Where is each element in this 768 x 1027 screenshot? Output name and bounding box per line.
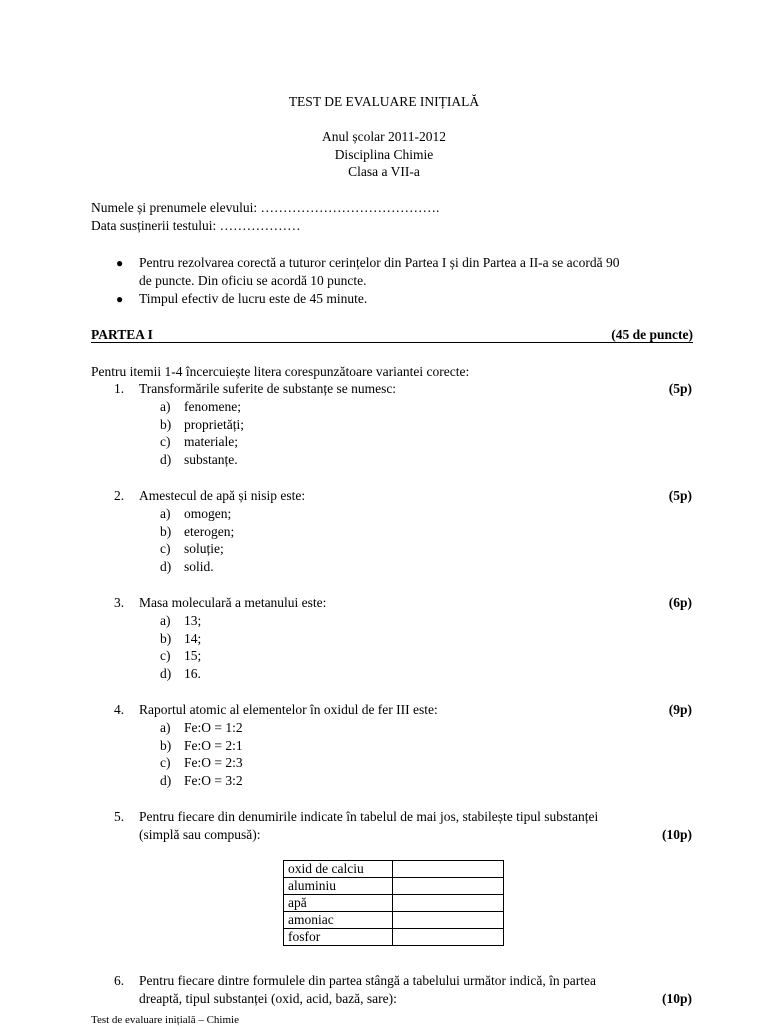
table-row <box>284 878 504 895</box>
class-level: Clasa a VII-a <box>348 164 420 179</box>
option-text: 13; <box>184 613 202 628</box>
option-letter[interactable]: d) <box>160 773 172 788</box>
part1-header-rule <box>91 327 693 343</box>
option-text: soluție; <box>184 541 224 556</box>
answer-cell[interactable] <box>393 895 504 912</box>
school-year: Anul școlar 2011-2012 <box>322 129 446 144</box>
question-text: Masa moleculară a metanului este: <box>139 595 327 610</box>
question-points: (9p) <box>668 702 692 717</box>
option-text: 14; <box>184 631 202 646</box>
option-letter[interactable]: b) <box>160 631 172 646</box>
question-number: 6. <box>114 973 125 988</box>
table-row <box>284 929 504 946</box>
option-letter[interactable]: b) <box>160 524 172 539</box>
discipline: Disciplina Chimie <box>334 147 434 162</box>
question-number: 2. <box>114 488 125 503</box>
page-footer: Test de evaluare inițială – Chimie <box>91 1014 239 1026</box>
option-letter[interactable]: a) <box>160 720 171 735</box>
option-letter[interactable]: c) <box>160 434 171 449</box>
option-text: 15; <box>184 648 202 663</box>
option-text: Fe:O = 3:2 <box>184 773 243 788</box>
part1-points: (45 de puncte) <box>611 327 693 342</box>
question-number: 3. <box>114 595 125 610</box>
substance-name-cell: fosfor <box>284 929 393 946</box>
part1-title: PARTEA I <box>91 327 153 342</box>
option-letter[interactable]: c) <box>160 648 171 663</box>
option-text: Fe:O = 2:3 <box>184 755 243 770</box>
instruction-line: Pentru rezolvarea corectă a tuturor cerințelor din Partea I și din Partea a II-a se acordă 90 <box>139 255 620 270</box>
option-letter[interactable]: a) <box>160 613 171 628</box>
question-text: dreaptă, tipul substanței (oxid, acid, bază, sare): <box>139 991 397 1006</box>
substance-name-cell: oxid de calciu <box>284 861 393 878</box>
option-text: solid. <box>184 559 214 574</box>
question-number: 5. <box>114 809 125 824</box>
option-text: materiale; <box>184 434 238 449</box>
question-text: Transformările suferite de substanțe se numesc: <box>139 381 397 396</box>
instruction-line: Timpul efectiv de lucru este de 45 minute. <box>139 291 368 306</box>
option-text: proprietăți; <box>184 417 244 432</box>
option-letter[interactable]: a) <box>160 506 171 521</box>
question-text: Pentru fiecare dintre formulele din partea stângă a tabelului următor indică, în partea <box>139 973 596 988</box>
answer-cell[interactable] <box>393 861 504 878</box>
option-letter[interactable]: c) <box>160 541 171 556</box>
instruction-line: de puncte. Din oficiu se acordă 10 puncte. <box>139 273 367 288</box>
table-row <box>284 912 504 929</box>
question-points: (5p) <box>668 381 692 396</box>
substance-name-cell: amoniac <box>284 912 393 929</box>
table-row <box>284 861 504 878</box>
question-points: (5p) <box>668 488 692 503</box>
option-text: Fe:O = 1:2 <box>184 720 243 735</box>
question-text: Raportul atomic al elementelor în oxidul de fer III este: <box>139 702 438 717</box>
substance-table <box>283 860 504 946</box>
answer-cell[interactable] <box>393 878 504 895</box>
substance-name-cell: apă <box>284 895 393 912</box>
option-text: eterogen; <box>184 524 235 539</box>
option-letter[interactable]: c) <box>160 755 171 770</box>
question-number: 4. <box>114 702 125 717</box>
option-text: 16. <box>184 666 201 681</box>
answer-cell[interactable] <box>393 929 504 946</box>
student-name-field: Numele și prenumele elevului: …………………………………. <box>91 200 440 215</box>
question-text: Pentru fiecare din denumirile indicate în tabelul de mai jos, stabilește tipul substanței <box>139 809 599 824</box>
bullet-icon: ● <box>116 292 124 306</box>
option-letter[interactable]: d) <box>160 559 172 574</box>
test-date-field: Data susținerii testului: ……………… <box>91 218 301 233</box>
document-title: TEST DE EVALUARE INIȚIALĂ <box>288 94 480 109</box>
option-text: Fe:O = 2:1 <box>184 738 243 753</box>
question-text: Amestecul de apă și nisip este: <box>139 488 306 503</box>
question-points: (10p) <box>662 991 692 1006</box>
option-letter[interactable]: a) <box>160 399 171 414</box>
bullet-icon: ● <box>116 256 124 270</box>
part1-intro: Pentru itemii 1-4 încercuiește litera corespunzătoare variantei corecte: <box>91 364 470 379</box>
option-text: omogen; <box>184 506 232 521</box>
substance-name-cell: aluminiu <box>284 878 393 895</box>
option-letter[interactable]: b) <box>160 738 172 753</box>
question-points: (10p) <box>662 827 692 842</box>
question-number: 1. <box>114 381 125 396</box>
option-letter[interactable]: d) <box>160 452 172 467</box>
option-letter[interactable]: b) <box>160 417 172 432</box>
answer-cell[interactable] <box>393 912 504 929</box>
option-text: substanțe. <box>184 452 238 467</box>
question-text: (simplă sau compusă): <box>139 827 261 842</box>
table-row <box>284 895 504 912</box>
option-text: fenomene; <box>184 399 241 414</box>
question-points: (6p) <box>668 595 692 610</box>
option-letter[interactable]: d) <box>160 666 172 681</box>
